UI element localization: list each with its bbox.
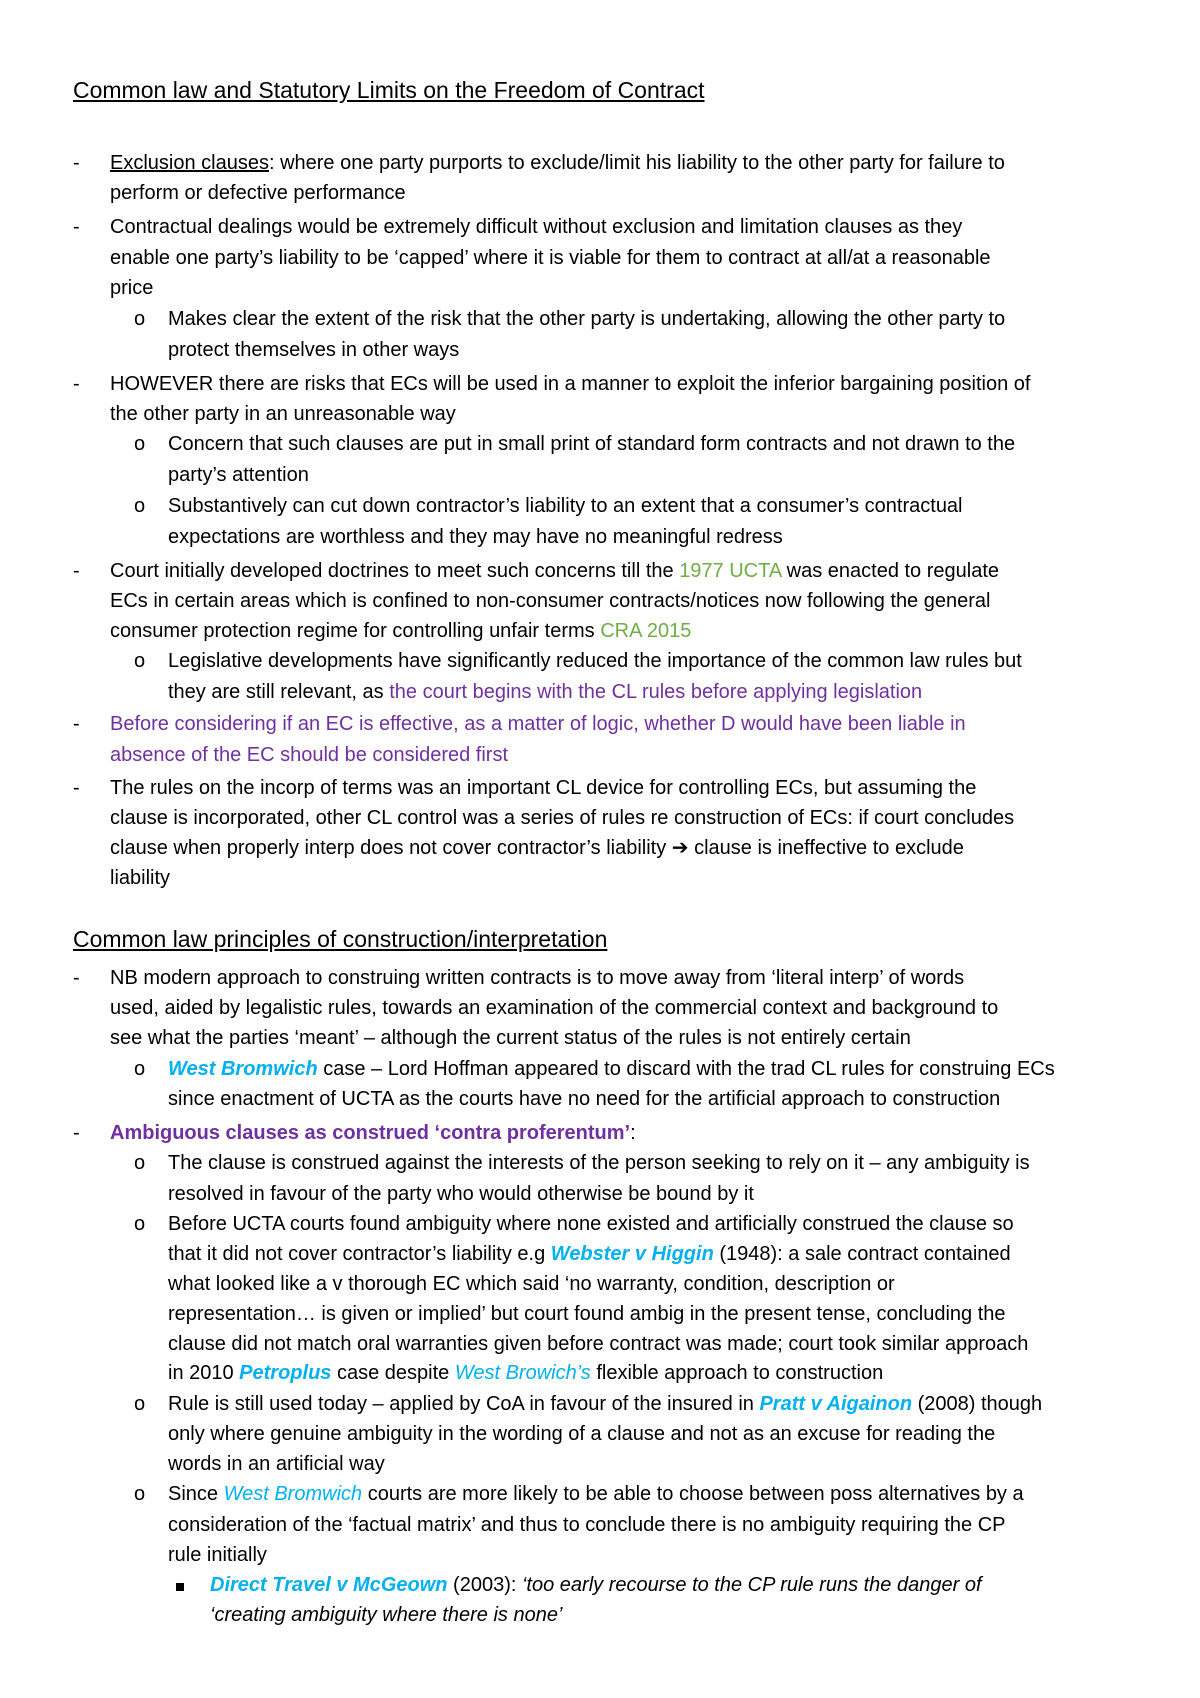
text-line: party’s attention: [168, 464, 309, 486]
case-name: Pratt v Aigainon: [759, 1393, 913, 1415]
text-line: [168, 680, 922, 704]
case-name: West Bromwich: [223, 1483, 363, 1505]
text-run: in 2010: [168, 1362, 240, 1384]
text-line: ECs in certain areas which is confined to non-consumer contracts/notices now following the general: [110, 590, 991, 612]
text-run: (2008) though: [912, 1393, 1043, 1415]
text-run: that it did not cover contractor’s liability e.g: [168, 1243, 551, 1265]
text-line: [110, 836, 964, 860]
dash-bullet: -: [73, 1122, 80, 1144]
text-line: see what the parties ‘meant’ – although the current status of the rules is not entirely certain: [110, 1027, 911, 1049]
text-line: [110, 1121, 636, 1145]
text-line: [210, 1573, 982, 1597]
text-run: they are still relevant, as: [168, 681, 390, 703]
circle-bullet: o: [134, 433, 146, 455]
italic-quote: ‘too early recourse to the CP rule runs the danger of: [521, 1574, 982, 1596]
text-line: NB modern approach to construing written contracts is to move away from ‘literal interp’ of words: [110, 967, 965, 989]
contra-proferentum-heading: Ambiguous clauses as construed ‘contra proferentum’: [110, 1122, 631, 1144]
text-line: enable one party’s liability to be ‘capped’ where it is viable for them to contract at all/at a reasonable: [110, 247, 991, 269]
case-name: West Browich’s: [454, 1362, 591, 1384]
circle-bullet: o: [134, 1213, 146, 1235]
text-line: only where genuine ambiguity in the wording of a clause and not as an excuse for reading the: [168, 1423, 996, 1445]
dash-bullet: -: [73, 967, 80, 989]
text-line: [168, 1361, 883, 1385]
text-line: the other party in an unreasonable way: [110, 403, 456, 425]
section-heading-construction: Common law principles of construction/interpretation: [73, 926, 608, 952]
text-line: [168, 1057, 1055, 1081]
text-line: used, aided by legalistic rules, towards an examination of the commercial context and background to: [110, 997, 999, 1019]
case-name: Webster v Higgin: [550, 1243, 714, 1265]
text-line: consideration of the ‘factual matrix’ and thus to conclude there is no ambiguity requiring the CP: [168, 1514, 1006, 1536]
text-line: HOWEVER there are risks that ECs will be used in a manner to exploit the inferior bargaining position of: [110, 373, 1031, 395]
text-line: The rules on the incorp of terms was an important CL device for controlling ECs, but assuming the: [110, 777, 977, 799]
text-run: consumer protection regime for controlling unfair terms: [110, 620, 601, 642]
text-run: clause when properly interp does not cover contractor’s liability: [110, 837, 672, 859]
text-line: Before considering if an EC is effective, as a matter of logic, whether D would have been liable in: [110, 713, 966, 735]
italic-quote: ‘creating ambiguity where there is none’: [210, 1604, 563, 1626]
text-line: resolved in favour of the party who would otherwise be bound by it: [168, 1183, 754, 1205]
circle-bullet: o: [134, 1152, 146, 1174]
term-exclusion-clauses: Exclusion clauses: [110, 152, 269, 174]
text-line: Contractual dealings would be extremely difficult without exclusion and limitation clauses as they: [110, 216, 963, 238]
dash-bullet: -: [73, 216, 80, 238]
text-run: Since: [168, 1483, 224, 1505]
text-line: Substantively can cut down contractor’s liability to an extent that a consumer’s contractual: [168, 495, 963, 517]
text-line: rule initially: [168, 1544, 267, 1566]
case-name: West Bromwich: [168, 1058, 318, 1080]
text-line: protect themselves in other ways: [168, 339, 460, 361]
case-name: Direct Travel v McGeown: [210, 1574, 448, 1596]
dash-bullet: -: [73, 152, 80, 174]
text-line: liability: [110, 867, 171, 889]
text-line: perform or defective performance: [110, 182, 406, 204]
text-line: expectations are worthless and they may have no meaningful redress: [168, 526, 783, 548]
text-run: was enacted to regulate: [781, 560, 1000, 582]
statute-cra: CRA 2015: [600, 620, 692, 642]
circle-bullet: o: [134, 1058, 146, 1080]
dash-bullet: -: [73, 560, 80, 582]
text-run: Court initially developed doctrines to meet such concerns till the: [110, 560, 680, 582]
circle-bullet: o: [134, 1483, 146, 1505]
square-bullet: [176, 1583, 184, 1591]
text-run: :: [630, 1122, 636, 1144]
text-line: [110, 559, 999, 583]
text-run: clause is ineffective to exclude: [688, 837, 964, 859]
circle-bullet: o: [134, 1393, 146, 1415]
text-line: representation… is given or implied’ but court found ambig in the present tense, concluding the: [168, 1303, 1006, 1325]
text-run: (1948): a sale contract contained: [713, 1243, 1011, 1265]
dash-bullet: -: [73, 373, 80, 395]
statute-ucta: 1977 UCTA: [679, 560, 782, 582]
dash-bullet: -: [73, 777, 80, 799]
text-line: Before UCTA courts found ambiguity where none existed and artificially construed the clause so: [168, 1213, 1014, 1235]
text-line: words in an artificial way: [168, 1453, 385, 1475]
text-run: : where one party purports to exclude/limit his liability to the other party for failure to: [268, 152, 1005, 174]
text-line: clause is incorporated, other CL control was a series of rules re construction of ECs: if court concludes: [110, 807, 1015, 829]
text-run: Rule is still used today – applied by CoA in favour of the insured in: [168, 1393, 760, 1415]
text-line: [168, 1392, 1042, 1416]
text-line: what looked like a v thorough EC which said ‘no warranty, condition, description or: [168, 1273, 895, 1295]
text-run: courts are more likely to be able to choose between poss alternatives by a: [362, 1483, 1024, 1505]
text-line: price: [110, 277, 154, 299]
text-line: [168, 1242, 1011, 1266]
section-heading-limits: Common law and Statutory Limits on the Freedom of Contract: [73, 77, 705, 103]
case-name: Petroplus: [239, 1362, 332, 1384]
text-line: absence of the EC should be considered first: [110, 744, 509, 766]
text-line: [110, 619, 691, 643]
circle-bullet: o: [134, 308, 146, 330]
text-line: [168, 1482, 1024, 1506]
text-line: Concern that such clauses are put in small print of standard form contracts and not drawn to the: [168, 433, 1016, 455]
bullet-exclusion-clauses: [110, 151, 1005, 175]
text-run: (2003):: [447, 1574, 522, 1596]
text-run: case – Lord Hoffman appeared to discard with the trad CL rules for construing ECs: [317, 1058, 1055, 1080]
text-line: Makes clear the extent of the risk that the other party is undertaking, allowing the other party to: [168, 308, 1006, 330]
circle-bullet: o: [134, 495, 146, 517]
text-line: The clause is construed against the interests of the person seeking to rely on it – any ambiguity is: [168, 1152, 1030, 1174]
arrow-icon: ➔: [671, 837, 689, 859]
dash-bullet: -: [73, 713, 80, 735]
circle-bullet: o: [134, 650, 146, 672]
highlight-purple: the court begins with the CL rules before applying legislation: [389, 681, 923, 703]
text-run: flexible approach to construction: [590, 1362, 884, 1384]
text-run: case despite: [331, 1362, 455, 1384]
text-line: clause did not match oral warranties given before contract was made; court took similar approach: [168, 1333, 1029, 1355]
text-line: since enactment of UCTA as the courts have no need for the artificial approach to construction: [168, 1088, 1001, 1110]
text-line: Legislative developments have significantly reduced the importance of the common law rules but: [168, 650, 1022, 672]
